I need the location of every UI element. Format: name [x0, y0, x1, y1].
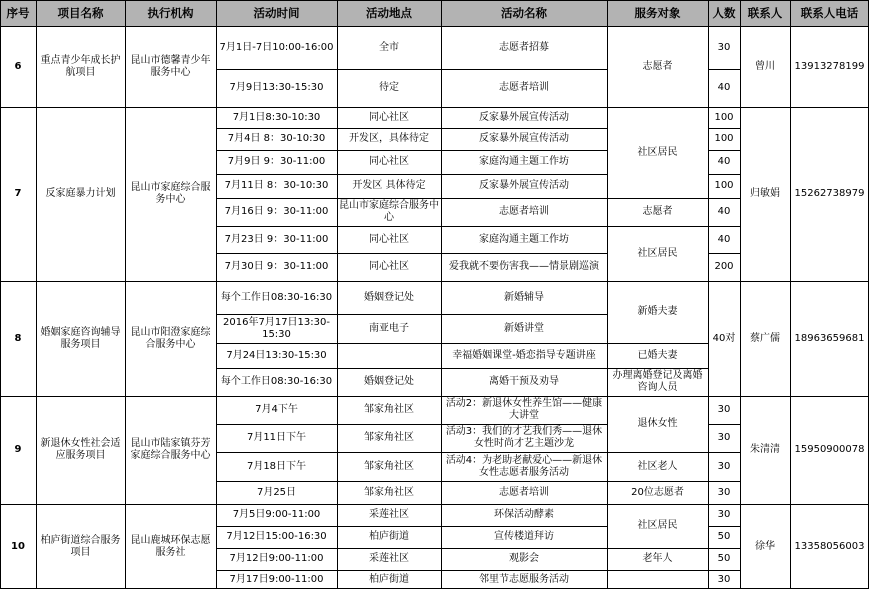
activity-time: 7月9日13:30-15:30 — [229, 82, 324, 93]
header-contact: 联系人 — [740, 0, 790, 26]
activity-place: 开发区，具体待定 — [349, 133, 429, 144]
activity-place: 采莲社区 — [369, 509, 409, 520]
grid-line — [216, 226, 607, 227]
participant-count: 40对 — [712, 332, 736, 344]
grid-line — [337, 0, 338, 589]
activity-time: 7月5日9:00-11:00 — [232, 509, 321, 520]
activity-time: 7月1日8:30-10:30 — [232, 111, 321, 123]
activity-place — [337, 343, 441, 368]
activity-place: 全市 — [379, 41, 399, 53]
grid-line — [708, 198, 740, 199]
grid-line — [441, 0, 442, 589]
grid-line — [216, 452, 607, 453]
grid-line — [216, 198, 607, 199]
grid-line — [708, 424, 740, 425]
activity-time: 7月11日下午 — [246, 432, 307, 443]
grid-line — [607, 226, 708, 227]
grid-line — [216, 548, 607, 549]
activity-name: 家庭沟通主题工作坊 — [479, 233, 569, 245]
activity-place: 同心社区 — [369, 111, 409, 123]
grid-line — [216, 174, 607, 175]
activity-name: 新婚辅导 — [504, 291, 544, 303]
activity-time: 7月18日下午 — [246, 460, 307, 472]
service-target: 退休女性 — [637, 418, 678, 429]
project-name: 新退休女性社会适应服务项目 — [40, 438, 121, 461]
grid-line — [708, 526, 740, 527]
activity-place: 邹家角社区 — [364, 432, 414, 443]
contact-phone: 15950900078 — [794, 444, 865, 455]
activity-place: 开发区 具体待定 — [352, 180, 426, 191]
activity-place: 婚姻登记处 — [364, 376, 414, 387]
grid-line — [790, 0, 791, 589]
executing-org: 昆山市家庭综合服务中心 — [130, 182, 211, 205]
participant-count: 100 — [714, 133, 734, 144]
executing-org: 昆山市阳澄家庭综合服务中心 — [130, 326, 211, 350]
grid-line — [216, 128, 607, 129]
activity-place: 同心社区 — [369, 261, 409, 272]
grid-line — [607, 198, 708, 199]
header-count: 人数 — [708, 0, 740, 26]
project-number: 9 — [14, 444, 22, 455]
grid-line — [607, 0, 608, 589]
participant-count: 100 — [714, 111, 734, 123]
header-phone: 联系人电话 — [790, 0, 869, 26]
activity-place: 同心社区 — [369, 156, 409, 167]
activity-name: 反家暴外展宣传活动 — [479, 180, 569, 191]
activity-name: 反家暴外展宣传活动 — [479, 111, 569, 123]
grid-line — [216, 481, 607, 482]
grid-line — [216, 0, 217, 589]
participant-count: 30 — [717, 509, 731, 520]
grid-line — [708, 128, 740, 129]
header-no: 序号 — [0, 0, 36, 26]
activity-name: 志愿者培训 — [499, 82, 549, 93]
grid-line — [125, 0, 126, 589]
activity-time: 7月16日 9：30-11:00 — [224, 206, 329, 217]
grid-line — [216, 314, 607, 315]
contact-person: 朱清清 — [750, 444, 780, 455]
service-target: 20位志愿者 — [631, 486, 684, 498]
header-org: 执行机构 — [125, 0, 216, 26]
project-number: 6 — [14, 60, 22, 72]
project-name: 婚姻家庭咨询辅导服务项目 — [40, 326, 121, 350]
grid-line — [0, 26, 869, 27]
participant-count: 30 — [717, 460, 731, 472]
activity-name: 活动3：我们的才艺我们秀——退休女性时尚才艺主题沙龙 — [445, 426, 603, 449]
activity-place: 柏庐街道 — [369, 531, 409, 542]
project-number: 10 — [11, 540, 25, 552]
activity-name: 志愿者培训 — [499, 486, 549, 498]
contact-person: 曾川 — [755, 60, 775, 72]
activity-time: 7月4日 8：30-10:30 — [227, 133, 326, 144]
activity-name: 活动2：新退休女性养生馆——健康大讲堂 — [445, 398, 603, 421]
participant-count: 40 — [717, 82, 731, 93]
activity-place: 昆山市家庭综合服务中心 — [339, 200, 439, 223]
activity-name: 志愿者培训 — [499, 206, 549, 217]
participant-count: 30 — [717, 432, 731, 443]
grid-line — [607, 570, 708, 571]
project-name: 柏庐街道综合服务项目 — [40, 534, 121, 558]
service-target: 社区老人 — [637, 460, 678, 472]
grid-line — [708, 69, 740, 70]
activity-place: 邹家角社区 — [364, 404, 414, 415]
activity-name: 环保活动酵素 — [494, 509, 554, 520]
activity-place: 婚姻登记处 — [364, 291, 414, 303]
participant-count: 40 — [717, 206, 731, 217]
activity-place: 待定 — [379, 82, 399, 93]
service-target: 社区居民 — [637, 146, 678, 158]
grid-line — [216, 150, 607, 151]
executing-org: 昆山市陆家镇芬芳家庭综合服务中心 — [130, 438, 211, 461]
executing-org: 昆山鹿城环保志愿服务社 — [130, 534, 211, 558]
participant-count: 100 — [714, 180, 734, 191]
grid-line — [708, 548, 740, 549]
participant-count: 200 — [714, 261, 734, 272]
activity-place: 采莲社区 — [369, 553, 409, 564]
participant-count: 50 — [717, 531, 731, 542]
contact-person: 蔡广儒 — [750, 332, 780, 344]
contact-phone: 15262738979 — [794, 188, 865, 199]
activity-time: 7月9日 9：30-11:00 — [227, 156, 326, 167]
grid-line — [216, 343, 607, 344]
grid-line — [607, 548, 708, 549]
grid-line — [740, 0, 741, 589]
activity-time: 7月17日9:00-11:00 — [229, 573, 324, 585]
participant-count: 40 — [717, 156, 731, 167]
activity-name: 宣传楼道拜访 — [494, 531, 554, 542]
participant-count: 30 — [717, 404, 731, 415]
contact-person: 归敏娟 — [750, 188, 780, 199]
activity-time: 7月23日 9：30-11:00 — [224, 233, 329, 245]
service-target: 新婚夫妻 — [637, 306, 678, 317]
activity-name: 活动4：为老助老献爱心——新退休女性志愿者服务活动 — [445, 454, 603, 478]
grid-line — [607, 452, 708, 453]
grid-line — [0, 107, 869, 108]
activity-name: 新婚讲堂 — [504, 322, 544, 334]
service-target — [607, 570, 708, 589]
grid-line — [216, 424, 607, 425]
grid-line — [708, 253, 740, 254]
service-target: 老年人 — [642, 553, 673, 564]
activity-time: 7月24日13:30-15:30 — [226, 349, 327, 361]
activity-time: 7月11日 8：30-10:30 — [224, 180, 329, 191]
activity-name: 幸福婚姻课堂-婚恋指导专题讲座 — [452, 349, 596, 361]
activity-place: 邹家角社区 — [364, 486, 414, 498]
header-place: 活动地点 — [337, 0, 441, 26]
activity-name: 离婚干预及劝导 — [489, 376, 559, 387]
project-number: 8 — [14, 332, 22, 344]
grid-line — [708, 226, 740, 227]
service-target: 社区居民 — [637, 247, 678, 259]
activity-name: 家庭沟通主题工作坊 — [479, 156, 569, 167]
participant-count: 30 — [717, 41, 731, 53]
activity-name: 邻里节志愿服务活动 — [479, 573, 569, 585]
project-name: 重点青少年成长护航项目 — [40, 54, 121, 78]
grid-line — [0, 0, 869, 1]
activity-place: 南亚电子 — [369, 322, 409, 334]
activity-time: 7月1日-7日10:00-16:00 — [219, 41, 334, 53]
service-target: 办理离婚登记及离婚咨询人员 — [612, 370, 703, 393]
grid-line — [708, 0, 709, 589]
activity-place: 同心社区 — [369, 233, 409, 245]
grid-line — [708, 570, 740, 571]
activity-time: 每个工作日08:30-16:30 — [220, 376, 333, 387]
grid-line — [216, 69, 607, 70]
project-name: 反家庭暴力计划 — [45, 188, 116, 199]
activity-time: 7月25日 — [256, 486, 297, 498]
activity-time: 7月4下午 — [255, 404, 298, 415]
grid-line — [708, 150, 740, 151]
activity-name: 观影会 — [509, 553, 539, 564]
executing-org: 昆山市德馨青少年服务中心 — [130, 54, 211, 78]
participant-count: 30 — [717, 573, 731, 585]
activity-name: 反家暴外展宣传活动 — [479, 133, 569, 144]
participant-count: 30 — [717, 486, 731, 498]
activity-name: 志愿者招募 — [499, 41, 549, 53]
grid-line — [607, 481, 708, 482]
service-target: 志愿者 — [642, 60, 673, 72]
activity-name: 爱我就不要伤害我——情景剧巡演 — [449, 261, 599, 272]
grid-line — [708, 174, 740, 175]
activity-time: 每个工作日08:30-16:30 — [220, 291, 333, 303]
grid-line — [0, 504, 869, 505]
grid-line — [0, 396, 869, 397]
header-time: 活动时间 — [216, 0, 337, 26]
contact-phone: 18963659681 — [794, 332, 865, 344]
grid-line — [216, 253, 607, 254]
grid-line — [36, 0, 37, 589]
activity-time: 7月12日9:00-11:00 — [229, 553, 324, 564]
service-target: 社区居民 — [637, 520, 678, 531]
activity-time: 2016年7月17日13:30-15:30 — [223, 316, 330, 340]
activity-place: 柏庐街道 — [369, 573, 409, 585]
header-activity: 活动名称 — [441, 0, 607, 26]
service-target: 志愿者 — [642, 206, 673, 217]
grid-line — [607, 368, 708, 369]
header-project: 项目名称 — [36, 0, 125, 26]
grid-line — [607, 343, 708, 344]
project-number: 7 — [14, 188, 22, 199]
activity-place: 邹家角社区 — [364, 460, 414, 472]
participant-count: 40 — [717, 233, 731, 245]
grid-line — [0, 281, 869, 282]
contact-phone: 13913278199 — [794, 60, 865, 72]
activity-time: 7月30日 9：30-11:00 — [224, 261, 329, 272]
grid-line — [216, 570, 607, 571]
activity-time: 7月12日15:00-16:30 — [226, 531, 327, 542]
header-target: 服务对象 — [607, 0, 708, 26]
contact-phone: 13358056003 — [794, 540, 865, 552]
contact-person: 徐华 — [755, 540, 775, 552]
grid-line — [216, 526, 607, 527]
service-target: 已婚夫妻 — [637, 349, 678, 361]
participant-count: 50 — [717, 553, 731, 564]
grid-line — [216, 368, 607, 369]
grid-line — [0, 0, 1, 589]
grid-line — [708, 452, 740, 453]
grid-line — [708, 481, 740, 482]
